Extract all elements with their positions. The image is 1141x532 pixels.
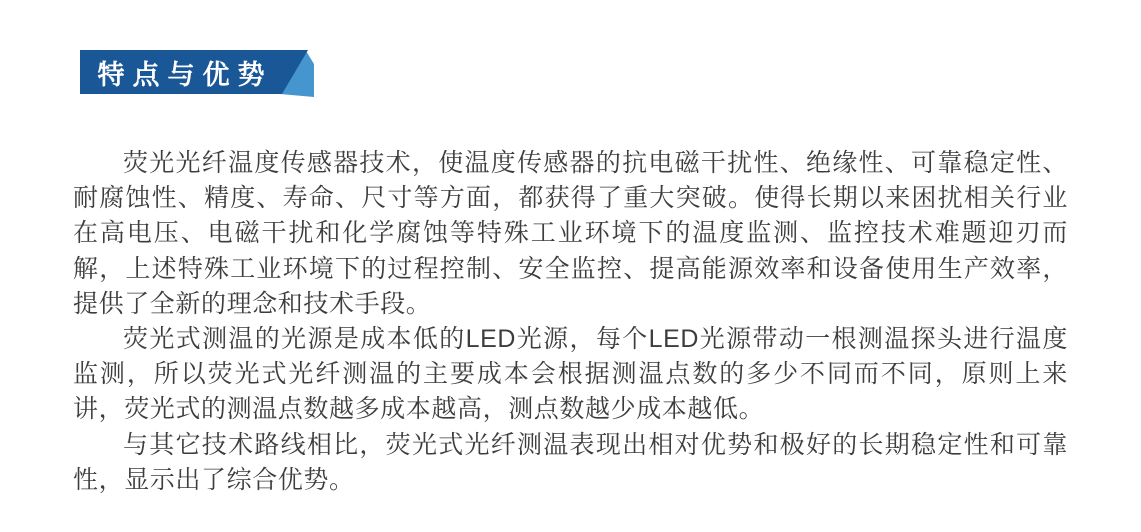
- section-title: 特点与优势: [97, 59, 273, 90]
- section-heading-banner: [80, 50, 316, 100]
- paragraph-technology-breakthrough: 荧光光纤温度传感器技术，使温度传感器的抗电磁干扰性、绝缘性、可靠稳定性、耐腐蚀性、精度、寿命、尺寸等方面，都获得了重大突破。使得长期以来困扰相关行业在高电压、电磁干扰和化学腐蚀等特殊工业环境下的温度监测、监控技术难题迎刃而解，上述特殊工业环境下的过程控制、安全监控、提高能源效率和设备使用生产效率，提供了全新的理念和技术手段。: [73, 149, 1068, 318]
- body-text: [73, 146, 1068, 498]
- paragraph-led-cost: 荧光式测温的光源是成本低的LED光源，每个LED光源带动一根测温探头进行温度监测，所以荧光式光纤测温的主要成本会根据测温点数的多少不同而不同，原则上来讲，荧光式的测温点数越多成本越高，测点数越少成本越低。: [73, 325, 1068, 424]
- paragraph-comparison-advantage: 与其它技术路线相比，荧光式光纤测温表现出相对优势和极好的长期稳定性和可靠性，显示出了综合优势。: [73, 430, 1068, 494]
